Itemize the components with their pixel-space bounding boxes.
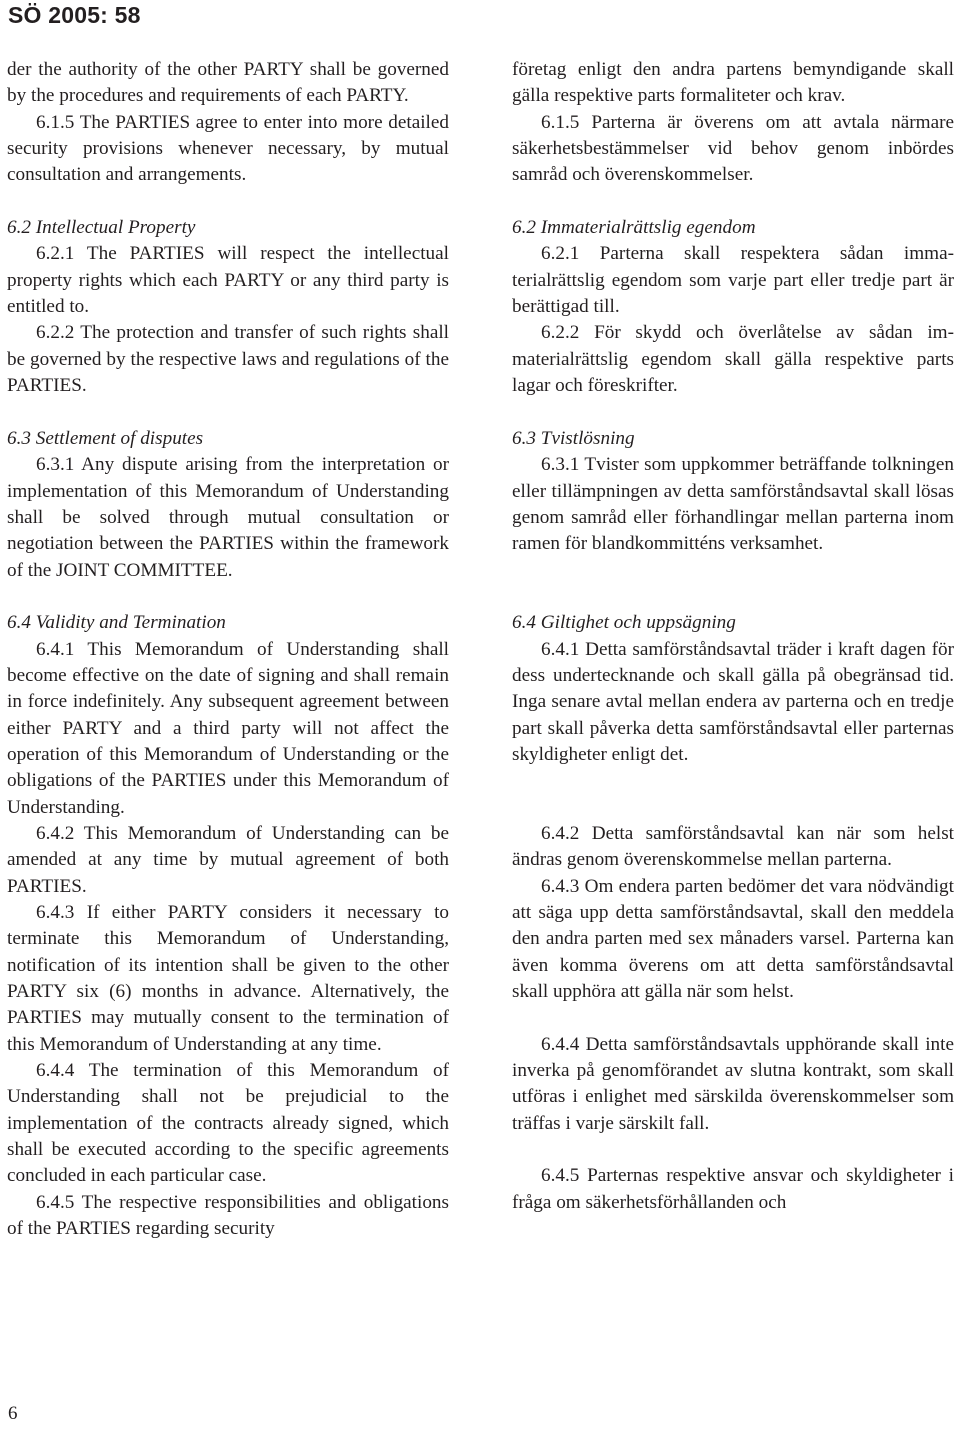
sv-paragraph-6-3-1: 6.3.1 Tvister som uppkommer beträffande tolkningen eller tillämpningen av detta samförståndsavtal skall lösas genom samråd eller förhandlingar mellan parterna inom ramen för blandkommitténs verksamhet. <box>512 454 954 555</box>
en-paragraph-6-4-4: 6.4.4 The termination of this Memorandum of Understanding shall not be prejudicial to the implementation of the contracts already signed, which shall be executed according to the specific agreements concluded in each particular case. <box>7 1060 449 1187</box>
sv-paragraph-6-4-4: 6.4.4 Detta samförståndsavtals upphörande skall inte inverka på genomförandet av slutna kontrakt, som skall utföras i enlighet med särskilda överenskommelser som träffas i varje särskilt fall. <box>512 1033 954 1134</box>
page-number: 6 <box>8 1403 18 1424</box>
sv-paragraph-6-4-3: 6.4.3 Om endera parten bedömer det vara nödvändigt att säga upp detta samförståndsavtal, skall den meddela den andra parten med sex månaders varsel. Parterna kan även komma överens om att detta samförståndsavtal skall upphöra att gälla när som helst. <box>512 875 954 1003</box>
sv-paragraph-6-4-1: 6.4.1 Detta samförståndsavtal träder i kraft dagen för dess undertecknande och skall gälla på obegränsad tid. Inga senare avtal mellan endera av parterna och en tredje part skall påverka detta samförståndsavtal eller parternas skyldigheter enligt det. <box>512 638 954 765</box>
sv-heading-6-4: 6.4 Giltighet och uppsägning <box>512 612 736 634</box>
sv-paragraph-6-2-1: 6.2.1 Parterna skall respektera sådan immaterialrättslig egendom som varje part eller tredje part är berättigad till. <box>512 243 954 318</box>
en-heading-6-3: 6.3 Settlement of disputes <box>7 427 204 449</box>
sv-paragraph-6-2-2: 6.2.2 För skydd och överlåtelse av sådan immaterialrättslig egendom skall gälla respektive parts lagar och föreskrifter. <box>512 322 954 397</box>
en-paragraph-6-4-1: 6.4.1 This Memorandum of Understanding shall become effective on the date of signing and shall remain in force indefinitely. Any subsequent agreement between either PARTY and a third party will not affect the operation of this Memorandum of Understanding or the obligations of the PARTIES under this Memorandum of Understanding. <box>7 638 449 818</box>
en-paragraph-6-2-2: 6.2.2 The protection and transfer of such rights shall be governed by the respective laws and regulations of the PARTIES. <box>7 322 449 397</box>
sv-heading-6-3: 6.3 Tvistlösning <box>512 427 635 449</box>
en-paragraph-6-1-5: 6.1.5 The PARTIES agree to enter into more detailed security provisions whenever necessary, by mutual consultation and arrangements. <box>7 111 449 186</box>
english-column <box>7 57 449 1242</box>
sv-paragraph-continued: företag enligt den andra partens bemyndigande skall gälla respektive parts formaliteter och krav. <box>512 59 954 107</box>
sv-paragraph-6-1-5: 6.1.5 Parterna är överens om att avtala närmare säkerhetsbestämmelser vid behov genom inbördes samråd och överenskommelser. <box>512 111 954 186</box>
en-paragraph-6-2-1: 6.2.1 The PARTIES will respect the intellectual property rights which each PARTY or any third party is entitled to. <box>7 243 449 318</box>
swedish-column <box>512 57 954 1216</box>
en-paragraph-6-4-3: 6.4.3 If either PARTY considers it necessary to terminate this Memorandum of Understanding, notification of its intention shall be given to the other PARTY six (6) months in advance. Alternatively, the PARTIES may mutually consent to the termination of this Memorandum of Understanding at any time. <box>7 902 449 1055</box>
document-header: SÖ 2005: 58 <box>8 2 141 28</box>
en-paragraph-6-4-5: 6.4.5 The respective responsibilities and obligations of the PARTIES regarding security <box>7 1191 449 1240</box>
en-heading-6-4: 6.4 Validity and Termination <box>7 612 226 634</box>
en-paragraph-continued: der the authority of the other PARTY shall be governed by the procedures and requirements of each PARTY. <box>7 59 449 107</box>
sv-heading-6-2: 6.2 Immaterialrättslig egendom <box>512 217 756 239</box>
en-heading-6-2: 6.2 Intellectual Property <box>7 217 196 239</box>
en-paragraph-6-3-1: 6.3.1 Any dispute arising from the interpretation or implementation of this Memorandum of Understanding shall be solved through mutual consultation or negotiation between the PARTIES within the framework of the JOINT COMMITTEE. <box>7 454 449 581</box>
en-paragraph-6-4-2: 6.4.2 This Memorandum of Understanding can be amended at any time by mutual agreement of both PARTIES. <box>7 822 449 897</box>
sv-paragraph-6-4-5: 6.4.5 Parternas respektive ansvar och skyldigheter i fråga om säkerhetsförhållanden och <box>512 1165 954 1213</box>
sv-paragraph-6-4-2: 6.4.2 Detta samförståndsavtal kan när som helst ändras genom överenskommelse mellan parterna. <box>512 822 954 871</box>
